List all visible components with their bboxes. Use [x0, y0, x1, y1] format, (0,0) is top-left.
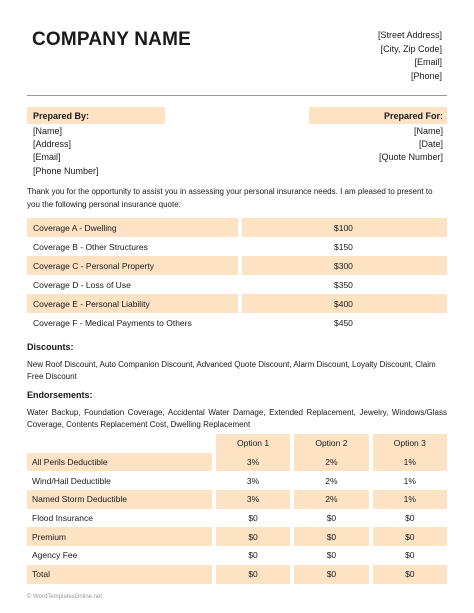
- coverage-name: Coverage A - Dwelling: [27, 218, 238, 237]
- option-1-value: 3%: [216, 490, 290, 509]
- option-3-value: $0: [405, 513, 415, 524]
- coverage-name: Coverage E - Personal Liability: [27, 294, 238, 313]
- table-row: [27, 313, 447, 332]
- coverage-name: Coverage B - Other Structures: [33, 241, 148, 252]
- row-label: Premium: [27, 527, 212, 546]
- table-row: [27, 490, 447, 509]
- prepared-by-details: [33, 125, 99, 178]
- coverage-table: [27, 218, 447, 332]
- option-3-value: $0: [405, 550, 415, 561]
- prepared-for-date: [Date]: [418, 139, 443, 150]
- option-1-value: $0: [248, 513, 258, 524]
- option-2-header: Option 2: [294, 434, 368, 453]
- prepared-for-details: [379, 125, 443, 165]
- table-row: [27, 256, 447, 275]
- city-zip: [City, Zip Code]: [380, 43, 442, 54]
- table-row: [27, 218, 447, 237]
- option-3-value: 1%: [373, 453, 447, 472]
- company-address-block: [378, 29, 442, 83]
- prepared-for-name: [Name]: [413, 126, 443, 136]
- table-row: [27, 294, 447, 313]
- prepared-by-email: [Email]: [33, 152, 61, 163]
- option-3-value: $0: [373, 565, 447, 584]
- option-2-value: $0: [294, 527, 368, 546]
- row-label: Agency Fee: [32, 550, 78, 561]
- prepared-by-address: [Address]: [33, 139, 72, 150]
- option-2-value: $0: [326, 550, 337, 561]
- row-label: Wind/Hail Deductible: [32, 475, 111, 486]
- option-2-value: 2%: [294, 490, 368, 509]
- option-3-value: 1%: [403, 475, 416, 486]
- row-label: Named Storm Deductible: [27, 490, 212, 509]
- option-1-header: Option 1: [216, 434, 290, 453]
- option-3-value: $0: [373, 527, 447, 546]
- table-row: [27, 565, 447, 584]
- prepared-for-label: Prepared For:: [383, 111, 443, 121]
- street-address: [Street Address]: [377, 30, 442, 40]
- company-phone: [Phone]: [410, 70, 442, 81]
- row-label: All Perils Deductible: [27, 453, 212, 472]
- option-1-value: $0: [216, 527, 290, 546]
- row-label: Flood Insurance: [32, 513, 93, 524]
- endorsements-text: Water Backup, Foundation Coverage, Accidental Water Damage, Extended Replacement, Jewelry, Windows/Glass Coverage, Contents Replacement Cost, Dwelling Replacement: [27, 408, 447, 429]
- coverage-amount: $400: [242, 294, 447, 313]
- option-1-value: 3%: [246, 475, 260, 486]
- prepared-by-label: Prepared By:: [33, 111, 90, 121]
- table-row: [27, 546, 447, 565]
- table-row: [27, 527, 447, 546]
- option-3-value: 1%: [373, 490, 447, 509]
- coverage-amount: $350: [334, 279, 353, 290]
- table-row: [27, 275, 447, 294]
- options-header-row: [27, 434, 447, 453]
- prepared-by-name: [Name]: [33, 126, 63, 136]
- coverage-amount: $100: [242, 218, 447, 237]
- table-row: [27, 471, 447, 490]
- coverage-name: Coverage C - Personal Property: [27, 256, 238, 275]
- company-name: COMPANY NAME: [32, 29, 191, 50]
- option-3-header: Option 3: [373, 434, 447, 453]
- footer-watermark: © WordTemplatesOnline.net: [27, 594, 103, 600]
- row-label: Total: [27, 565, 212, 584]
- discounts-title: Discounts:: [27, 342, 74, 352]
- endorsements-title: Endorsements:: [27, 390, 93, 400]
- option-2-value: 2%: [325, 475, 338, 486]
- option-1-value: $0: [216, 565, 290, 584]
- option-1-value: $0: [248, 550, 258, 561]
- table-row: [27, 509, 447, 528]
- header-divider: [27, 95, 447, 96]
- prepared-for-quote-number: [Quote Number]: [378, 152, 443, 163]
- intro-paragraph: Thank you for the opportunity to assist you in assessing your personal insurance needs. I am pleased to present to you the following personal insurance quote:: [27, 187, 433, 209]
- coverage-name: Coverage F - Medical Payments to Others: [33, 317, 192, 328]
- option-1-value: 3%: [216, 453, 290, 472]
- options-table: [27, 434, 447, 584]
- coverage-name: Coverage D - Loss of Use: [33, 279, 131, 290]
- table-row: [27, 237, 447, 256]
- coverage-amount: $300: [242, 256, 447, 275]
- option-2-value: $0: [326, 513, 337, 524]
- company-email: [Email]: [414, 57, 442, 67]
- prepared-by-phone: [Phone Number]: [33, 165, 99, 176]
- coverage-amount: $150: [334, 241, 353, 252]
- option-2-value: $0: [294, 565, 368, 584]
- option-2-value: 2%: [294, 453, 368, 472]
- coverage-amount: $450: [334, 317, 353, 328]
- table-row: [27, 453, 447, 472]
- discounts-text: New Roof Discount, Auto Companion Discount, Advanced Quote Discount, Alarm Discount, Loyalty Discount, Claim Free Discount: [27, 360, 436, 381]
